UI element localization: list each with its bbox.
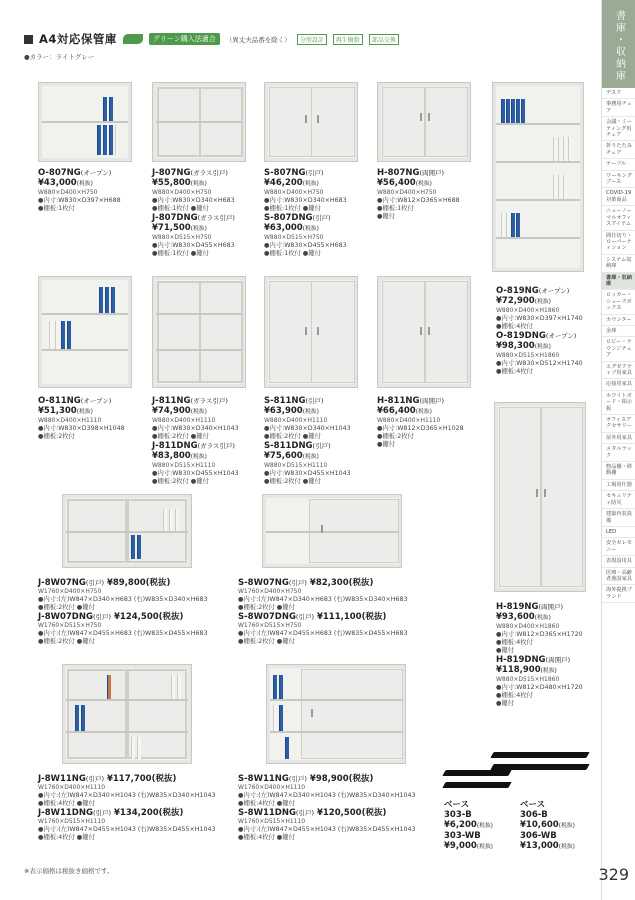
- page-header: [24, 30, 399, 48]
- sidebar-item[interactable]: 金庫: [602, 326, 635, 337]
- product-dimensions: W880×D400×H1110: [38, 417, 102, 424]
- sidebar-item[interactable]: 物品棚・移動棚: [602, 462, 635, 480]
- sidebar-item[interactable]: 会議・ミーティング用チェア: [602, 117, 635, 141]
- product-s8w11: [238, 774, 458, 842]
- product-spec: ●内寸:(左)W847×D340×H1043 (右)W835×D340×H1043: [38, 792, 216, 799]
- product-spec: ●内寸:W830×D397×H1740: [496, 315, 583, 322]
- tax-note: (税抜): [190, 226, 207, 232]
- product-type: (ガラス引戸): [197, 214, 235, 222]
- product-type: (両開戸): [419, 397, 445, 405]
- sidebar-item[interactable]: カウンター: [602, 315, 635, 326]
- product-spec: ●棚板:4枚付 ●鍵付: [238, 800, 295, 807]
- tax-note: (税抜): [190, 454, 207, 460]
- product-dimensions: W1760×D515×H1110: [38, 818, 106, 825]
- product-dimensions: W880×D400×H1860: [496, 307, 560, 314]
- title-square-icon: [24, 35, 33, 44]
- cabinet-s811-image: [264, 276, 358, 388]
- product-price: ¥63,000: [264, 223, 303, 233]
- product-name: S-807DNG: [264, 213, 313, 223]
- tag-recycled-resin: 再生樹脂: [333, 34, 363, 45]
- product-price: ¥56,400: [377, 178, 416, 188]
- product-name: J-8W07NG: [38, 578, 86, 588]
- product-h807: [377, 168, 487, 221]
- sidebar-item[interactable]: セキュリティ防災: [602, 491, 635, 509]
- color-note: ●カラー：ライトグレー: [24, 53, 95, 61]
- product-s807: [264, 168, 374, 258]
- tax-note: (税抜): [302, 454, 319, 460]
- product-name: H-811NG: [377, 396, 420, 406]
- product-spec: ●棚板:2枚付: [38, 433, 75, 440]
- cabinet-j8w11-image: [62, 664, 192, 764]
- sidebar-item[interactable]: COVID-19対策商品: [602, 188, 635, 206]
- sidebar-item[interactable]: システム収納庫: [602, 255, 635, 273]
- product-h811: [377, 396, 487, 449]
- product-j8w11: [38, 774, 238, 842]
- tax-note: (税抜): [361, 808, 387, 818]
- tax-note: (税抜): [540, 668, 557, 674]
- product-spec: ●棚板:1枚付 ●鍵付: [152, 205, 209, 212]
- product-type: (両開戸): [419, 169, 445, 177]
- product-spec: ●鍵付: [377, 213, 396, 220]
- sidebar-item[interactable]: ワーキングブース: [602, 171, 635, 189]
- product-price: ¥98,900: [309, 774, 349, 784]
- product-dimensions: W880×D400×H1110: [264, 417, 328, 424]
- product-o811: [38, 396, 148, 441]
- sidebar-item[interactable]: ロビー・ラウンジチェア: [602, 337, 635, 361]
- product-price: ¥75,600: [264, 451, 303, 461]
- product-type: (引戸): [85, 775, 104, 783]
- product-type: (引戸): [288, 775, 307, 783]
- product-spec: ●鍵付: [496, 700, 515, 707]
- product-spec: ●内寸:(左)W847×D455×H683 (右)W835×D455×H683: [38, 630, 208, 637]
- product-spec: ●棚板:4枚付: [496, 639, 533, 646]
- product-name: H-819DNG: [496, 655, 546, 665]
- tax-note: (税抜): [476, 823, 493, 829]
- tax-note: (税抜): [348, 774, 374, 784]
- product-spec: ●棚板:1枚付 ●鍵付: [152, 250, 209, 257]
- tax-note: (税抜): [476, 844, 493, 850]
- green-note: （異丈夫品番を除く）: [225, 35, 291, 44]
- tax-note: (税抜): [190, 409, 207, 415]
- product-spec: ●内寸:W830×D340×H683: [152, 197, 235, 204]
- product-spec: ●内寸:(左)W847×D340×H683 (右)W835×D340×H683: [238, 596, 408, 603]
- green-leaf-icon: [123, 34, 143, 44]
- product-name: J-811NG: [152, 396, 191, 406]
- cabinet-o807-image: [38, 82, 132, 162]
- cabinet-j807-image: [152, 82, 246, 162]
- sidebar-item[interactable]: 応接用家具: [602, 379, 635, 390]
- product-dimensions: W880×D515×H1110: [152, 462, 216, 469]
- product-spec: ●棚板:1枚付: [377, 205, 414, 212]
- product-spec: ●棚板:4枚付: [496, 692, 533, 699]
- product-price: ¥9,000: [444, 841, 477, 851]
- tax-note: (税抜): [558, 844, 575, 850]
- product-name: O-819DNG: [496, 331, 546, 341]
- product-name: S-8W07DNG: [238, 612, 296, 622]
- product-type: (オープン): [80, 397, 112, 405]
- product-price: ¥10,600: [520, 820, 559, 830]
- sidebar-item[interactable]: エグゼクティブ用家具: [602, 362, 635, 380]
- product-spec: ●内寸:(左)W847×D340×H1043 (右)W835×D340×H1043: [238, 792, 416, 799]
- tax-note: (税抜): [534, 299, 551, 305]
- sidebar-item[interactable]: 間仕切り・ローパーティション: [602, 231, 635, 255]
- product-price: ¥124,500: [114, 612, 159, 622]
- product-dimensions: W1760×D400×H1110: [238, 784, 306, 791]
- product-spec: ●棚板:2枚付 ●鍵付: [264, 433, 321, 440]
- product-name: O-811NG: [38, 396, 81, 406]
- product-dimensions: W880×D400×H1110: [377, 417, 441, 424]
- sidebar-item[interactable]: ホワイトボード・掲示板: [602, 391, 635, 415]
- product-type: (引戸): [85, 579, 104, 587]
- tag-parts-replace: 部品交換: [369, 34, 399, 45]
- product-type: (引戸): [92, 613, 112, 621]
- product-dimensions: W880×D400×H1110: [152, 417, 216, 424]
- cabinet-h819-image: [494, 402, 586, 592]
- product-price: ¥13,000: [520, 841, 559, 851]
- product-type: (引戸): [312, 214, 331, 222]
- product-type: (引戸): [312, 442, 331, 450]
- product-price: ¥118,900: [496, 665, 541, 675]
- product-name: S-811DNG: [264, 441, 313, 451]
- product-dimensions: W880×D515×H1860: [496, 352, 560, 359]
- product-dimensions: W1760×D400×H750: [238, 588, 302, 595]
- product-spec: ●内寸:(左)W847×D455×H1043 (右)W835×D455×H1043: [238, 826, 416, 833]
- tax-note: (税抜): [534, 344, 551, 350]
- sidebar-item[interactable]: 安全セレモニー: [602, 538, 635, 556]
- product-name: J-811DNG: [152, 441, 198, 451]
- cabinet-s8w07-image: [262, 494, 402, 568]
- product-price: ¥98,300: [496, 341, 535, 351]
- green-purchase-badge: グリーン購入法適合: [149, 33, 220, 45]
- product-type: (ガラス引戸): [190, 169, 228, 177]
- product-name: 303-B: [444, 810, 472, 820]
- tax-note: (税抜): [302, 226, 319, 232]
- product-name: S-807NG: [264, 168, 306, 178]
- product-price: ¥82,300: [309, 578, 349, 588]
- tax-note: (税抜): [302, 181, 319, 187]
- product-spec: ●棚板:4枚付 ●鍵付: [38, 834, 95, 841]
- product-type: (両開戸): [545, 656, 571, 664]
- product-spec: ●内寸:W812×D480×H1720: [496, 684, 583, 691]
- cabinet-j8w07-image: [62, 494, 192, 568]
- product-spec: ●棚板:4枚付 ●鍵付: [38, 800, 95, 807]
- product-base306: [520, 800, 596, 852]
- product-spec: ●棚板:4枚付: [496, 368, 533, 375]
- sidebar-item[interactable]: ロッカー・シューズボックス: [602, 290, 635, 314]
- product-spec: ●内寸:W830×D512×H1740: [496, 360, 583, 367]
- product-spec: ●内寸:W830×D397×H688: [38, 197, 121, 204]
- product-price: ¥74,900: [152, 406, 191, 416]
- product-dimensions: W880×D515×H1860: [496, 676, 560, 683]
- product-dimensions: W1760×D400×H750: [38, 588, 102, 595]
- product-spec: ●内寸:W830×D455×H1043: [152, 470, 239, 477]
- product-spec: ●内寸:W830×D340×H1043: [264, 425, 351, 432]
- product-dimensions: W880×D400×H750: [38, 189, 98, 196]
- sidebar-item[interactable]: 屋外用家具: [602, 433, 635, 444]
- product-spec: ●内寸:(左)W847×D455×H683 (右)W835×D455×H683: [238, 630, 408, 637]
- product-spec: ●棚板:2枚付 ●鍵付: [38, 638, 95, 645]
- price-footnote: ※表示価格は税抜き価格です。: [24, 867, 114, 875]
- product-spec: ●内寸:W830×D340×H1043: [152, 425, 239, 432]
- product-dimensions: W1760×D400×H1110: [38, 784, 106, 791]
- product-j811: [152, 396, 262, 486]
- tax-note: (税抜): [145, 578, 171, 588]
- product-name: S-8W11NG: [238, 774, 289, 784]
- product-spec: ●棚板:4枚付: [496, 323, 533, 330]
- product-name: S-8W07NG: [238, 578, 289, 588]
- page-number: 329: [598, 865, 629, 884]
- sidebar-item[interactable]: メタルラック: [602, 444, 635, 462]
- product-type: (引戸): [288, 579, 307, 587]
- product-name: J-8W11NG: [38, 774, 86, 784]
- product-dimensions: W880×D400×H750: [152, 189, 212, 196]
- product-o807: [38, 168, 148, 213]
- product-price: ¥46,200: [264, 178, 303, 188]
- product-spec: ●鍵付: [377, 441, 396, 448]
- product-price: ¥120,500: [316, 808, 362, 818]
- tax-note: (税抜): [415, 181, 432, 187]
- product-s8w07: [238, 578, 468, 646]
- product-price: ¥89,800: [106, 578, 146, 588]
- product-spec: ●内寸:W830×D455×H683: [264, 242, 347, 249]
- product-spec: ●棚板:2枚付 ●鍵付: [238, 604, 295, 611]
- product-name: S-8W11DNG: [238, 808, 296, 818]
- product-price: ¥111,100: [316, 612, 362, 622]
- tax-note: (税抜): [348, 578, 374, 588]
- product-spec: ●内寸:W830×D340×H683: [264, 197, 347, 204]
- sidebar-item[interactable]: テーブル: [602, 159, 635, 170]
- cabinet-j811-image: [152, 276, 246, 388]
- sidebar-item[interactable]: 医療・高齢者施設家具: [602, 568, 635, 586]
- product-spec: ●棚板:2枚付 ●鍵付: [264, 478, 321, 485]
- cabinet-o819-image: [492, 82, 584, 272]
- product-spec: ●棚板:2枚付 ●鍵付: [152, 433, 209, 440]
- tax-note: (税抜): [302, 409, 319, 415]
- product-price: ¥51,300: [38, 406, 77, 416]
- product-price: ¥43,000: [38, 178, 77, 188]
- cabinet-h807-image: [377, 82, 471, 162]
- product-h819: [496, 602, 596, 708]
- product-price: ¥72,900: [496, 296, 535, 306]
- tax-note: (税抜): [158, 808, 184, 818]
- cabinet-s807-image: [264, 82, 358, 162]
- product-type: (オープン): [80, 169, 112, 177]
- product-spec: ●内寸:W812×D365×H1028: [377, 425, 464, 432]
- sidebar-item[interactable]: ニューノーマルオフィスアイテム: [602, 206, 635, 230]
- product-spec: ●棚板:2枚付 ●鍵付: [238, 638, 295, 645]
- product-spec: ●棚板:1枚付 ●鍵付: [264, 205, 321, 212]
- tax-note: (税抜): [361, 612, 387, 622]
- product-name: H-819NG: [496, 602, 539, 612]
- product-price: ¥55,800: [152, 178, 191, 188]
- product-j807: [152, 168, 262, 258]
- sidebar-item[interactable]: 建築内装設備: [602, 509, 635, 527]
- product-spec: ●棚板:2枚付: [377, 433, 414, 440]
- sidebar-head: 書庫・収納庫: [602, 0, 635, 88]
- product-type: (引戸): [305, 397, 324, 405]
- product-price: ¥134,200: [114, 808, 159, 818]
- product-type: (引戸): [295, 809, 314, 817]
- product-price: ¥117,700: [106, 774, 152, 784]
- sidebar-item[interactable]: 書庫・収納庫: [602, 273, 635, 291]
- product-name: 306-WB: [520, 831, 557, 841]
- product-dimensions: W1760×D515×H750: [38, 622, 102, 629]
- product-name: 306-B: [520, 810, 548, 820]
- product-spec: ●棚板:2枚付 ●鍵付: [152, 478, 209, 485]
- product-name: J-8W11DNG: [38, 808, 93, 818]
- cabinet-h811-image: [377, 276, 471, 388]
- product-j8w07: [38, 578, 238, 646]
- product-price: ¥93,600: [496, 612, 535, 622]
- product-name: J-807DNG: [152, 213, 198, 223]
- tax-note: (税抜): [76, 181, 93, 187]
- tax-note: (税抜): [158, 612, 184, 622]
- tax-note: (税抜): [534, 615, 551, 621]
- tag-separate-design: 分別設計: [297, 34, 327, 45]
- product-dimensions: W880×D400×H750: [377, 189, 437, 196]
- cabinet-s8w11-image: [266, 664, 406, 764]
- sidebar-item[interactable]: LED: [602, 527, 635, 538]
- product-price: ¥83,800: [152, 451, 191, 461]
- product-price: ¥66,400: [377, 406, 416, 416]
- sidebar-item[interactable]: 表現設用具: [602, 556, 635, 567]
- product-name: J-807NG: [152, 168, 191, 178]
- product-name: 303-WB: [444, 831, 481, 841]
- product-type: (引戸): [92, 809, 112, 817]
- product-price: ¥63,900: [264, 406, 303, 416]
- category-sidebar: [601, 0, 635, 900]
- cabinet-o811-image: [38, 276, 132, 388]
- product-base303: [444, 800, 514, 852]
- sidebar-item[interactable]: 工場用什器: [602, 480, 635, 491]
- product-type: (オープン): [545, 332, 577, 340]
- product-price: ¥6,200: [444, 820, 477, 830]
- product-type: (両開戸): [538, 603, 564, 611]
- product-spec: ●棚板:1枚付 ●鍵付: [264, 250, 321, 257]
- page-title: A4対応保管庫: [39, 32, 117, 46]
- base-306-image: [488, 744, 598, 778]
- product-name: O-819NG: [496, 286, 539, 296]
- sidebar-item[interactable]: デスク: [602, 88, 635, 99]
- product-spec: ●内寸:W812×D365×H1720: [496, 631, 583, 638]
- product-type: (ガラス引戸): [190, 397, 228, 405]
- sidebar-item[interactable]: 事務用チェア: [602, 99, 635, 117]
- sidebar-item[interactable]: 折りたたみチェア: [602, 141, 635, 159]
- product-name: H-807NG: [377, 168, 420, 178]
- product-spec: ●内寸:W830×D455×H683: [152, 242, 235, 249]
- tax-note: (税抜): [151, 774, 177, 784]
- product-type: (引戸): [305, 169, 324, 177]
- product-price: ¥71,500: [152, 223, 191, 233]
- product-spec: ●棚板:1枚付: [38, 205, 75, 212]
- product-spec: ●内寸:(左)W847×D340×H683 (右)W835×D340×H683: [38, 596, 208, 603]
- product-spec: ●棚板:2枚付 ●鍵付: [38, 604, 95, 611]
- product-name: J-8W07DNG: [38, 612, 93, 622]
- product-dimensions: W880×D515×H1110: [264, 462, 328, 469]
- product-dimensions: W880×D515×H750: [152, 234, 212, 241]
- product-spec: ●鍵付: [496, 647, 515, 654]
- product-spec: ●内寸:W830×D398×H1048: [38, 425, 125, 432]
- product-o819: [496, 286, 596, 376]
- tax-note: (税抜): [190, 181, 207, 187]
- tax-note: (税抜): [76, 409, 93, 415]
- product-type: (オープン): [538, 287, 570, 295]
- tax-note: (税抜): [415, 409, 432, 415]
- sidebar-item[interactable]: オフィスアクセサリー: [602, 415, 635, 433]
- product-dimensions: W880×D400×H750: [264, 189, 324, 196]
- base-label: ベース: [520, 800, 546, 810]
- sidebar-item[interactable]: 海外提携ブランド: [602, 585, 635, 603]
- product-dimensions: W880×D515×H750: [264, 234, 324, 241]
- base-label: ベース: [444, 800, 470, 810]
- product-s811: [264, 396, 374, 486]
- product-spec: ●内寸:(左)W847×D455×H1043 (右)W835×D455×H1043: [38, 826, 216, 833]
- product-dimensions: W880×D400×H1860: [496, 623, 560, 630]
- product-dimensions: W1760×D515×H750: [238, 622, 302, 629]
- product-spec: ●棚板:4枚付 ●鍵付: [238, 834, 295, 841]
- product-name: O-807NG: [38, 168, 81, 178]
- product-spec: ●内寸:W830×D455×H1043: [264, 470, 351, 477]
- product-dimensions: W1760×D515×H1110: [238, 818, 306, 825]
- product-spec: ●内寸:W812×D365×H688: [377, 197, 460, 204]
- product-type: (引戸): [295, 613, 314, 621]
- product-name: S-811NG: [264, 396, 306, 406]
- product-type: (ガラス引戸): [197, 442, 235, 450]
- tax-note: (税抜): [558, 823, 575, 829]
